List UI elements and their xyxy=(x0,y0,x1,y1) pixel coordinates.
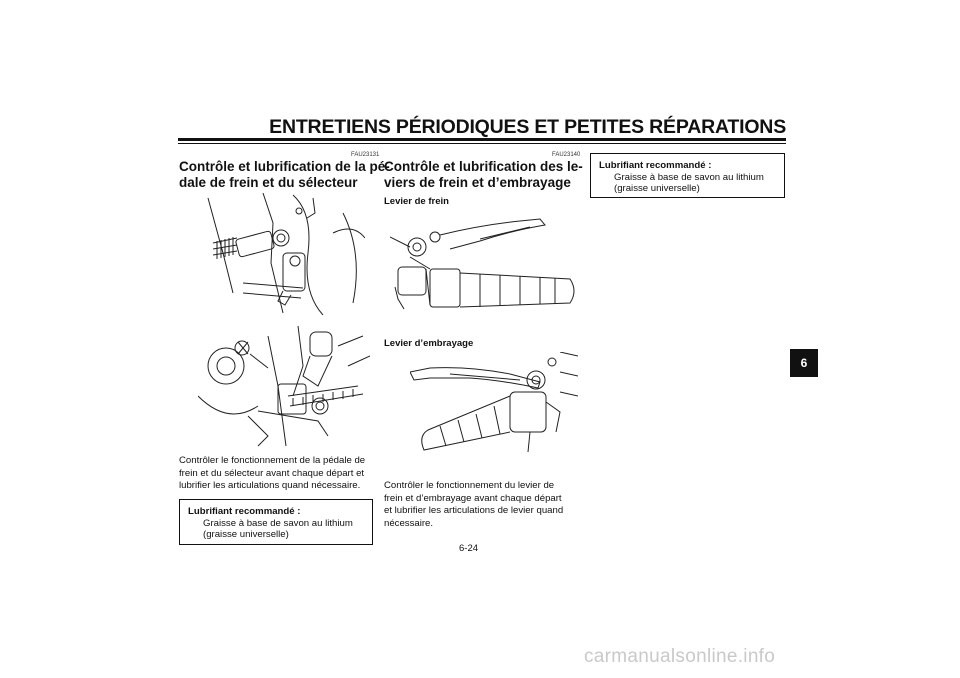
body-line: Contrôler le fonctionnement du levier de xyxy=(384,480,555,491)
lubricant-box xyxy=(179,499,373,545)
box-line: Graisse à base de savon au lithium xyxy=(614,171,764,183)
section-code: FAU23140 xyxy=(552,152,581,158)
body-line: frein et du sélecteur avant chaque départ et xyxy=(179,467,365,479)
body-line: Contrôler le fonctionnement de la pédale de xyxy=(179,455,366,466)
page-title: ENTRETIENS PÉRIODIQUES ET PETITES RÉPARATIONS xyxy=(269,116,786,138)
section-body xyxy=(179,455,372,493)
header-rule-thin xyxy=(178,143,786,144)
clutch-lever-illustration xyxy=(410,352,578,460)
section-heading xyxy=(179,159,390,190)
brake-lever-label: Levier de frein xyxy=(384,196,449,207)
section-heading xyxy=(384,159,583,190)
heading-line: Contrôle et lubrification des le- xyxy=(384,159,583,174)
section-code: FAU23131 xyxy=(351,152,380,158)
page-number: 6-24 xyxy=(459,543,479,554)
clutch-lever-label: Levier d’embrayage xyxy=(384,338,474,349)
header-rule-thick xyxy=(178,138,786,141)
watermark: carmanualsonline.info xyxy=(584,646,776,667)
body-line: lubrifier les articulations quand nécessaire. xyxy=(179,480,361,491)
box-line: (graisse universelle) xyxy=(614,183,700,194)
box-line: Graisse à base de savon au lithium xyxy=(203,517,353,529)
shift-pedal-illustration xyxy=(198,326,370,452)
heading-line: dale de frein et du sélecteur xyxy=(179,174,358,190)
body-line: et lubrifier les articulations de levier quand xyxy=(384,505,564,516)
lubricant-box xyxy=(590,153,785,198)
heading-line: viers de frein et d’embrayage xyxy=(384,174,571,190)
body-line: frein et d’embrayage avant chaque départ xyxy=(384,492,562,504)
brake-pedal-illustration xyxy=(203,193,365,315)
box-line: (graisse universelle) xyxy=(203,529,289,540)
box-title: Lubrifiant recommandé : xyxy=(188,506,301,517)
brake-lever-illustration xyxy=(390,217,578,313)
chapter-tab: 6 xyxy=(790,349,818,377)
box-title: Lubrifiant recommandé : xyxy=(599,160,712,171)
section-body xyxy=(384,480,577,530)
heading-line: Contrôle et lubrification de la pé- xyxy=(179,159,390,174)
body-line: nécessaire. xyxy=(384,517,434,529)
